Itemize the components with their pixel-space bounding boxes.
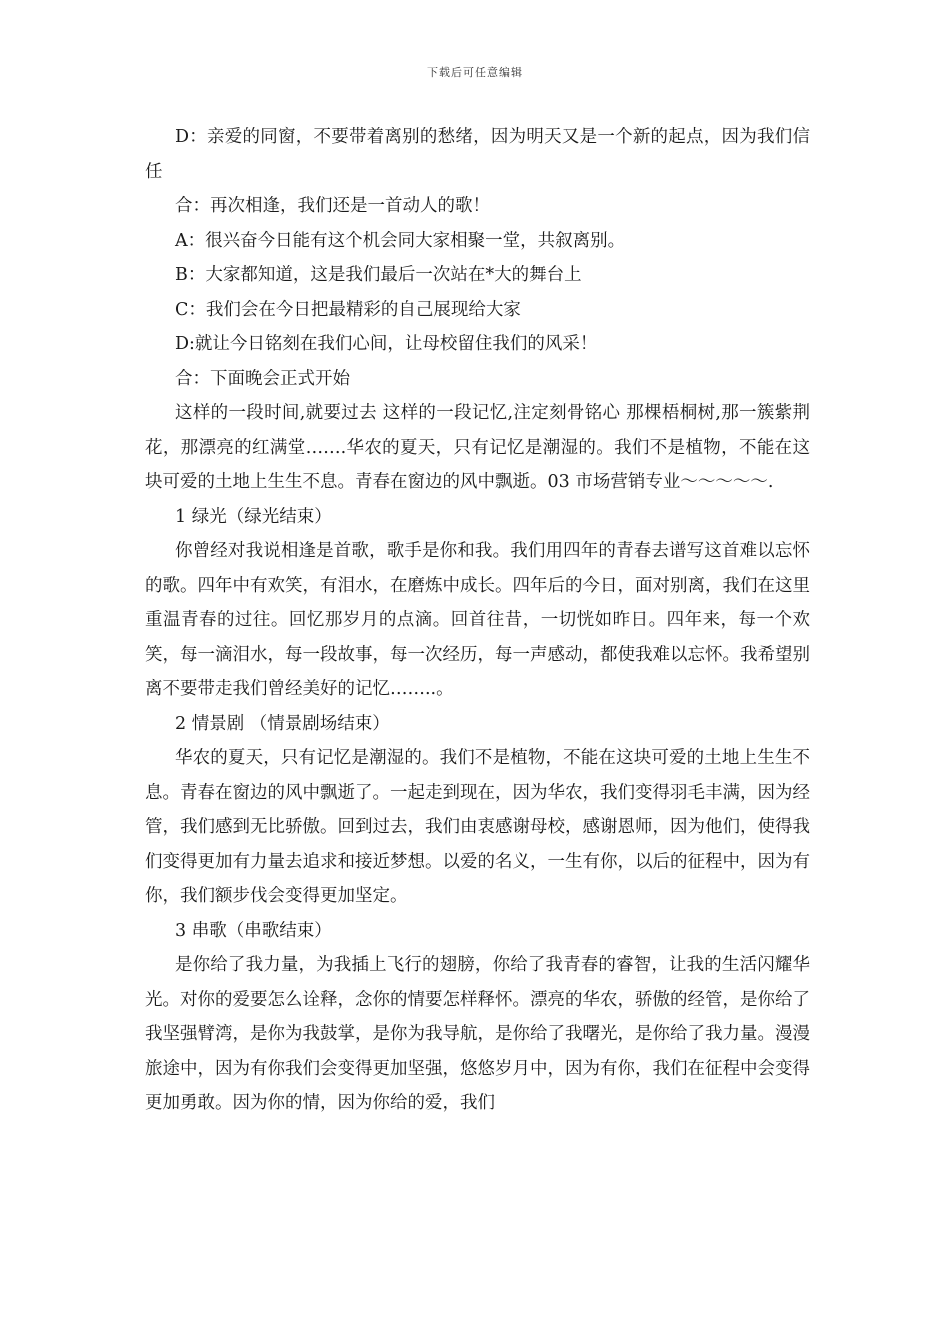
green-light-paragraph: 你曾经对我说相逢是首歌，歌手是你和我。我们用四年的青春去谱写这首难以忘怀的歌。四年中有欢笑，有泪水，在磨炼中成长。四年后的今日，面对别离，我们在这里重温青春的过往。回忆那岁月的点滴。回首往昔，一切恍如昨日。四年来，每一个欢笑，每一滴泪水，每一段故事，每一次经历，每一声感动，都使我难以忘怀。我希望别离不要带走我们曾经美好的记忆……..。 [145,541,810,699]
narration-paragraph: 这样的一段时间,就要过去 这样的一段记忆,注定刻骨铭心 那棵梧桐树,那一簇紫荆花，那漂亮的红满堂…….华农的夏天，只有记忆是潮湿的。我们不是植物，不能在这块可爱的土地上生生不息。青春在窗边的风中飘逝。03 市场营销专业～～～～～. [145,403,810,492]
drama-paragraph: 华农的夏天，只有记忆是潮湿的。我们不是植物，不能在这块可爱的土地上生生不息。青春在窗边的风中飘逝了。一起走到现在，因为华农，我们变得羽毛丰满，因为经管，我们感到无比骄傲。回到过去，我们由衷感谢母校，感谢恩师，因为他们，使得我们变得更加有力量去追求和接近梦想。以爱的名义，一生有你，以后的征程中，因为有你，我们额步伐会变得更加坚定。 [145,748,810,906]
dialogue-line-c: C：我们会在今日把最精彩的自己展现给大家 [175,299,521,320]
dialogue-line-together: 合：再次相逢，我们还是一首动人的歌！ [175,196,490,216]
medley-paragraph: 是你给了我力量，为我插上飞行的翅膀，你给了我青春的睿智，让我的生活闪耀华光。对你的爱要怎么诠释，念你的情要怎样释怀。漂亮的华农，骄傲的经管，是你给了我坚强臂湾，是你为我鼓掌，是你为我导航，是你给了我曙光，是你给了我力量。漫漫旅途中，因为有你我们会变得更加坚强，悠悠岁月中，因为有你，我们在征程中会变得更加勇敢。因为你的情，因为你给的爱，我们 [145,955,810,1113]
section-heading-green-light: 1 绿光（绿光结束） [175,506,332,527]
dialogue-line-a: A：很兴奋今日能有这个机会同大家相聚一堂，共叙离别。 [175,230,626,251]
dialogue-line-b: B：大家都知道，这是我们最后一次站在*大的舞台上 [175,265,582,285]
section-heading-drama: 2 情景剧 （情景剧场结束） [175,713,390,734]
dialogue-line-d: D：亲爱的同窗，不要带着离别的愁绪，因为明天又是一个新的起点，因为我们信任 [145,127,810,182]
page-header: 下载后可任意编辑 [427,66,523,79]
document-body [145,120,810,1121]
section-heading-medley: 3 串歌（串歌结束） [175,920,332,941]
dialogue-line-opening: 合：下面晚会正式开始 [175,368,350,389]
dialogue-line-d-2: D:就让今日铭刻在我们心间，让母校留住我们的风采！ [175,334,598,354]
